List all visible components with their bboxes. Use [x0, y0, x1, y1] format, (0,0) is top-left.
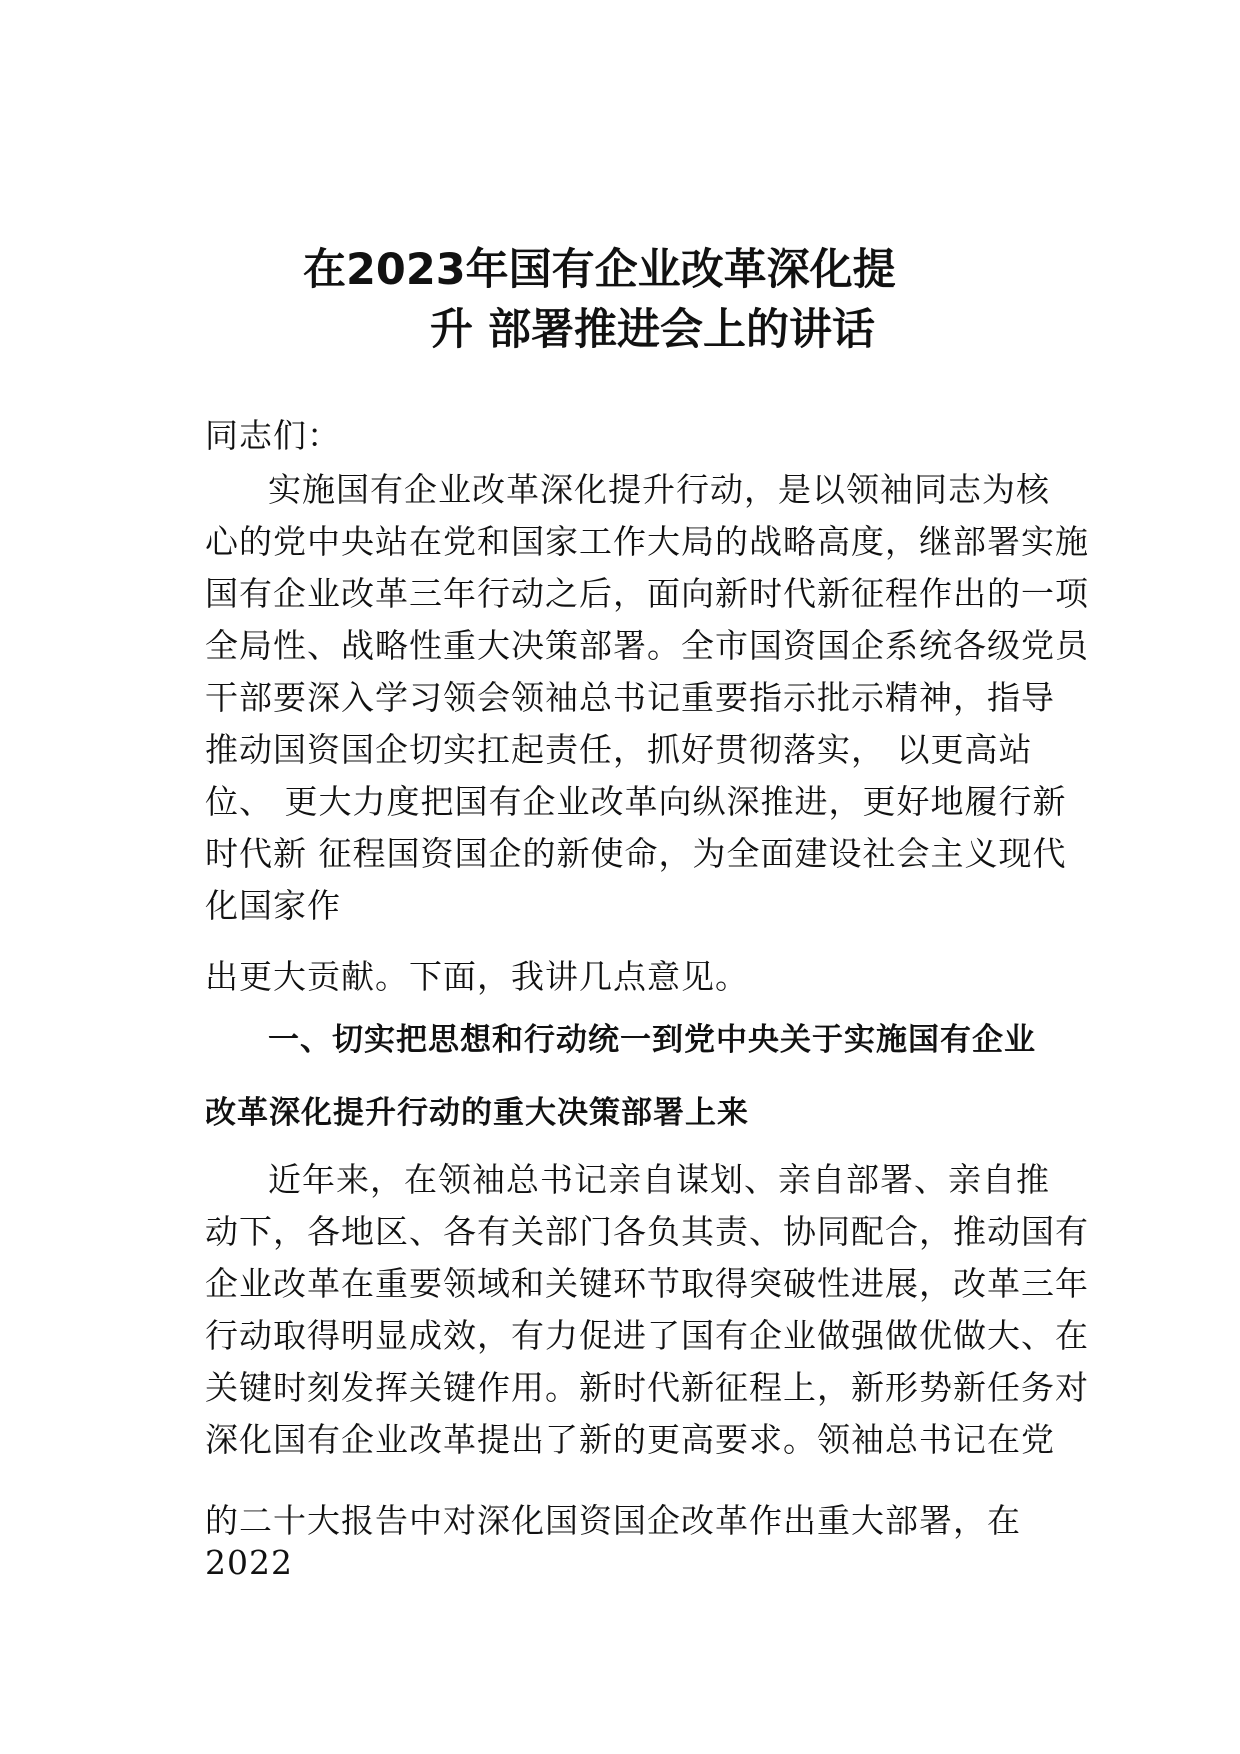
paragraph-line: 深化国有企业改革提出了新的更高要求。领袖总书记在党: [205, 1420, 1055, 1459]
paragraph-line: 推动国资国企切实扛起责任，抓好贯彻落实， 以更高站: [205, 730, 1033, 769]
paragraph-line: 近年来，在领袖总书记亲自谋划、亲自部署、亲自推: [268, 1160, 1050, 1199]
paragraph-line: 出更大贡献。下面，我讲几点意见。: [205, 957, 749, 996]
paragraph-line: 国有企业改革三年行动之后，面向新时代新征程作出的一项: [205, 574, 1089, 613]
section-heading-line-1: 一、切实把思想和行动统一到党中央关于实施国有企业: [268, 1022, 1036, 1058]
paragraph-line: 时代新 征程国资国企的新使命，为全面建设社会主义现代: [205, 834, 1067, 873]
paragraph-line: 行动取得明显成效，有力促进了国有企业做强做优做大、在: [205, 1316, 1089, 1355]
paragraph-line: 实施国有企业改革深化提升行动，是以领袖同志为核: [268, 470, 1050, 509]
paragraph-line: 全局性、战略性重大决策部署。全市国资国企系统各级党员: [205, 626, 1089, 665]
paragraph-line: 心的党中央站在党和国家工作大局的战略高度，继部署实施: [205, 522, 1089, 561]
paragraph-line: 干部要深入学习领会领袖总书记重要指示批示精神，指导: [205, 678, 1055, 717]
paragraph-line: 2022: [205, 1543, 293, 1582]
paragraph-line: 化国家作: [205, 886, 341, 925]
paragraph-line: 位、 更大力度把国有企业改革向纵深推进，更好地履行新: [205, 782, 1067, 821]
paragraph-line: 的二十大报告中对深化国资国企改革作出重大部署，在: [205, 1501, 1021, 1540]
paragraph-line: 企业改革在重要领域和关键环节取得突破性进展，改革三年: [205, 1264, 1089, 1303]
paragraph-line: 动下，各地区、各有关部门各负其责、协同配合，推动国有: [205, 1212, 1089, 1251]
document-title-line-1: 在2023年国有企业改革深化提: [303, 245, 896, 295]
paragraph-line: 关键时刻发挥关键作用。新时代新征程上，新形势新任务对: [205, 1368, 1089, 1407]
document-title-line-2: 升 部署推进会上的讲话: [430, 305, 875, 355]
section-heading-line-2: 改革深化提升行动的重大决策部署上来: [205, 1095, 749, 1131]
salutation: 同志们：: [205, 416, 341, 455]
